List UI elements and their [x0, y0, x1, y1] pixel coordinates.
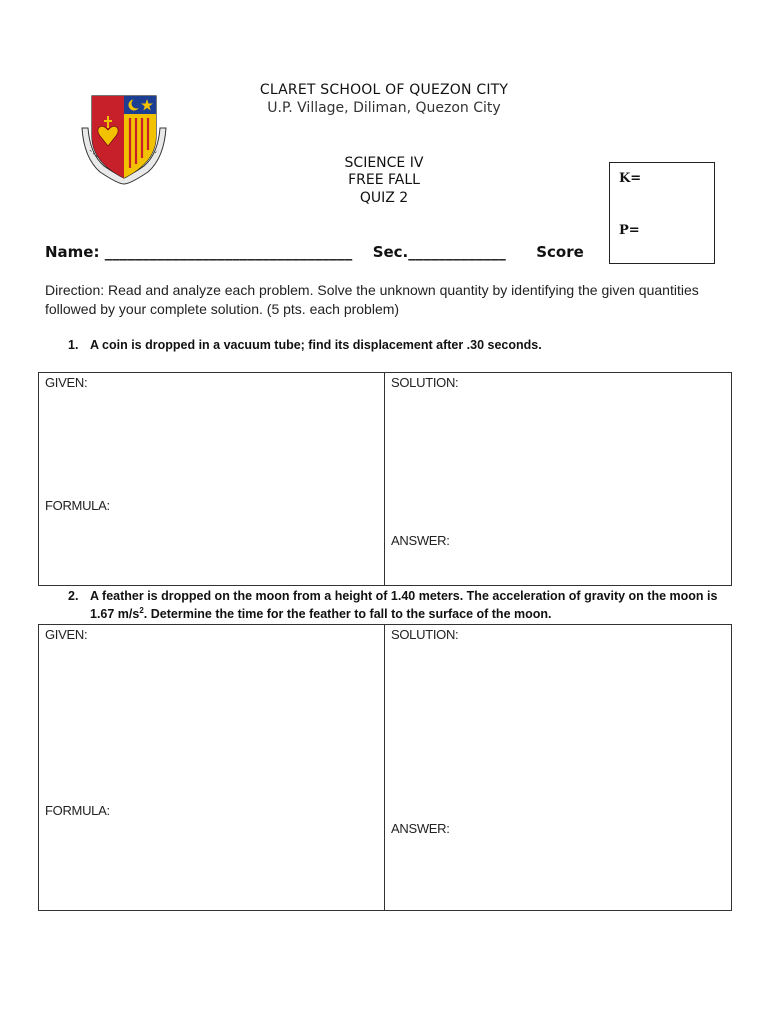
answer-label: ANSWER:	[391, 533, 450, 548]
p-score-label: P=	[619, 223, 640, 238]
name-label: Name:	[45, 243, 100, 261]
quiz-title: QUIZ 2	[359, 190, 409, 206]
given-label: GIVEN:	[45, 375, 88, 390]
school-address: U.P. Village, Diliman, Quezon City	[267, 100, 501, 116]
problem-text: A coin is dropped in a vacuum tube; find its displacement after .30 seconds.	[90, 338, 542, 352]
student-info-line	[45, 243, 584, 261]
answer-box-2	[38, 624, 732, 911]
score-box	[609, 162, 715, 264]
directions-text: Direction: Read and analyze each problem. Solve the unknown quantity by identifying the given quantities followed by your complete solution. (5 pts. each problem)	[45, 282, 699, 317]
section-field[interactable]: _____________	[408, 243, 506, 261]
topic-title: FREE FALL	[348, 172, 420, 188]
solution-label: SOLUTION:	[391, 375, 459, 390]
section-label: Sec.	[372, 243, 409, 261]
answer-box-1	[38, 372, 732, 586]
problem-number: 2.	[68, 589, 79, 603]
k-score-label: K=	[619, 171, 642, 186]
problem-number: 1.	[68, 338, 79, 352]
column-divider	[384, 373, 385, 585]
solution-label: SOLUTION:	[391, 627, 459, 642]
formula-label: FORMULA:	[45, 803, 110, 818]
exponent: 2	[139, 605, 144, 615]
problem-text: A feather is dropped on the moon from a height of 1.40 meters. The acceleration of gravity on the moon is 1.67 $m/s^2$. Determine the time for the feather to fall to the surface of the moon.	[90, 589, 718, 621]
problem-2	[68, 587, 718, 623]
score-label: Score	[536, 243, 584, 261]
answer-label: ANSWER:	[391, 821, 450, 836]
school-name: CLARET SCHOOL OF QUEZON CITY	[259, 82, 509, 98]
formula-label: FORMULA:	[45, 498, 110, 513]
column-divider	[384, 625, 385, 910]
given-label: GIVEN:	[45, 627, 88, 642]
name-field[interactable]: _________________________________	[104, 243, 353, 261]
subject-title: SCIENCE IV	[344, 155, 424, 171]
problem-1	[68, 336, 718, 354]
